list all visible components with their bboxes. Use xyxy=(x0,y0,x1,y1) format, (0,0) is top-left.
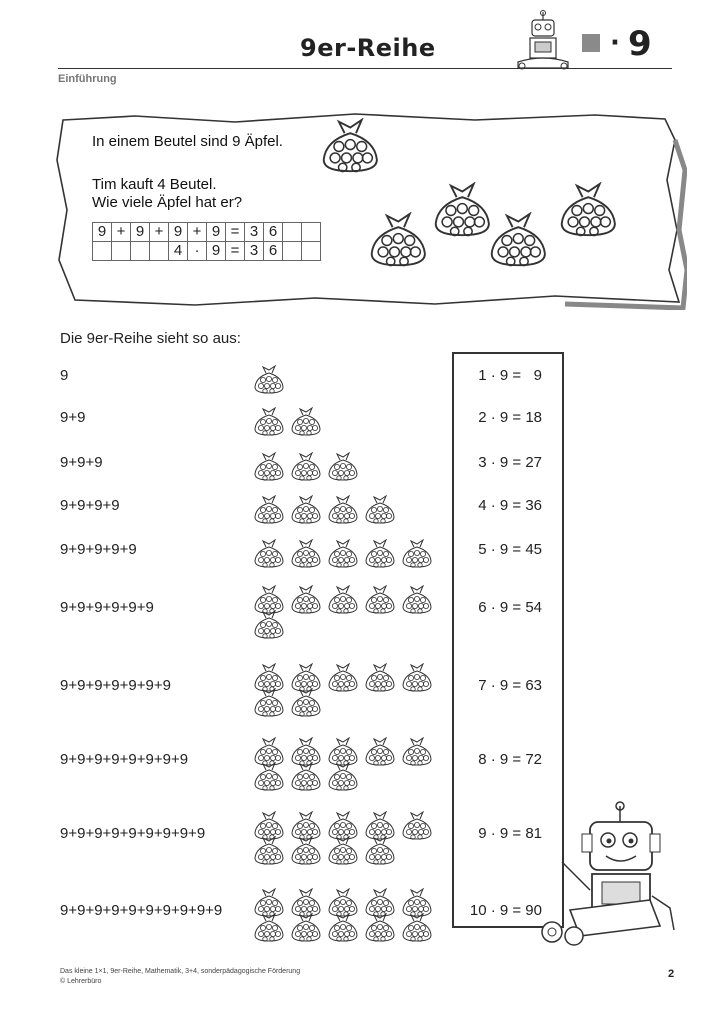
apple-bag-icon xyxy=(289,585,323,615)
apple-bag-icon xyxy=(363,495,397,525)
grid-cell xyxy=(93,242,112,261)
header-rule xyxy=(58,68,672,69)
grid-cell: + xyxy=(112,223,131,242)
apple-bag-icon xyxy=(363,539,397,569)
apple-bag-icon xyxy=(326,762,360,792)
apple-bag-icon xyxy=(326,836,360,866)
apple-bag-icon xyxy=(289,452,323,482)
grid-cell xyxy=(283,242,302,261)
row-result: 6 · 9 = 54 xyxy=(478,599,542,616)
grid-cell: 6 xyxy=(264,242,283,261)
grid-cell: 6 xyxy=(264,223,283,242)
row-expression: 9+9+9 xyxy=(60,454,103,471)
robot-header-icon xyxy=(508,10,578,72)
row-expression: 9+9+9+9+9 xyxy=(60,541,137,558)
intro-line-3: Wie viele Äpfel hat er? xyxy=(92,194,243,211)
apple-bag-icon xyxy=(400,663,434,693)
apple-bag-icon xyxy=(289,539,323,569)
apple-bag-icon xyxy=(400,585,434,615)
gray-square-icon xyxy=(582,34,600,52)
intro-line-1: In einem Beutel sind 9 Äpfel. xyxy=(92,133,283,150)
apple-bag-icon xyxy=(400,539,434,569)
footer-copyright: © Lehrerbüro xyxy=(60,978,102,985)
grid-row-addition xyxy=(93,223,321,242)
apple-bag-icon xyxy=(252,836,286,866)
apple-bag-icon xyxy=(252,913,286,943)
robot-illustration-icon xyxy=(530,800,680,950)
row-expression: 9+9+9+9+9+9+9+9+9 xyxy=(60,825,206,842)
grid-cell: · xyxy=(188,242,207,261)
apple-bag-icon xyxy=(318,118,383,175)
apple-bag-icon xyxy=(326,585,360,615)
apple-bag-icon xyxy=(252,610,286,640)
row-result: 8 · 9 = 72 xyxy=(478,751,542,768)
grid-cell: + xyxy=(150,223,169,242)
row-expression: 9+9+9+9+9+9 xyxy=(60,599,154,616)
grid-cell: 4 xyxy=(169,242,188,261)
grid-cell xyxy=(302,242,321,261)
row-result: 9 · 9 = 81 xyxy=(478,825,542,842)
apple-bag-icon xyxy=(363,913,397,943)
row-result: 2 · 9 = 18 xyxy=(478,409,542,426)
section-subtitle: Einführung xyxy=(58,73,117,85)
apple-bag-icon xyxy=(556,182,621,239)
page-title: 9er-Reihe xyxy=(300,34,436,62)
apple-bag-icon xyxy=(400,811,434,841)
apple-bag-icon xyxy=(252,452,286,482)
apple-bag-icon xyxy=(289,836,323,866)
row-result: 1 · 9 = 9 xyxy=(478,367,542,384)
apple-bag-icon xyxy=(252,762,286,792)
apple-bag-icon xyxy=(289,688,323,718)
calculation-grid xyxy=(92,222,321,261)
grid-cell: = xyxy=(226,223,245,242)
grid-cell: = xyxy=(226,242,245,261)
apple-bag-icon xyxy=(400,913,434,943)
grid-cell xyxy=(283,223,302,242)
apple-bag-icon xyxy=(326,452,360,482)
row-expression: 9+9+9+9+9+9+9+9 xyxy=(60,751,189,768)
apple-bag-icon xyxy=(252,365,286,395)
apple-bag-icon xyxy=(363,737,397,767)
grid-cell: 3 xyxy=(245,242,264,261)
apple-bag-icon xyxy=(326,663,360,693)
grid-cell: 9 xyxy=(131,223,150,242)
section-label: Die 9er-Reihe sieht so aus: xyxy=(60,330,241,347)
table-number: 9 xyxy=(628,24,652,64)
row-result: 10 · 9 = 90 xyxy=(469,902,542,919)
row-result: 5 · 9 = 45 xyxy=(478,541,542,558)
apple-bag-icon xyxy=(289,407,323,437)
row-expression: 9+9+9+9+9+9+9 xyxy=(60,677,171,694)
grid-cell: 9 xyxy=(207,242,226,261)
apple-bag-icon xyxy=(252,495,286,525)
grid-row-multiplication xyxy=(93,242,321,261)
row-expression: 9+9+9+9 xyxy=(60,497,120,514)
grid-cell xyxy=(112,242,131,261)
apple-bag-icon xyxy=(366,212,431,269)
row-result: 3 · 9 = 27 xyxy=(478,454,542,471)
row-expression: 9 xyxy=(60,367,69,384)
row-expression: 9+9 xyxy=(60,409,86,426)
grid-cell xyxy=(302,223,321,242)
apple-bag-icon xyxy=(326,539,360,569)
apple-bag-icon xyxy=(326,913,360,943)
row-expression: 9+9+9+9+9+9+9+9+9+9 xyxy=(60,902,223,919)
apple-bag-icon xyxy=(430,182,495,239)
grid-cell: 9 xyxy=(207,223,226,242)
apple-bag-icon xyxy=(363,663,397,693)
apple-bag-icon xyxy=(289,495,323,525)
apple-bag-icon xyxy=(363,585,397,615)
grid-cell xyxy=(150,242,169,261)
apple-bag-icon xyxy=(252,407,286,437)
apple-bag-icon xyxy=(252,539,286,569)
times-dot: · xyxy=(610,28,620,58)
row-result: 4 · 9 = 36 xyxy=(478,497,542,514)
footer-source: Das kleine 1×1, 9er-Reihe, Mathematik, 3+4, sonderpädagogische Förderung xyxy=(60,968,301,975)
apple-bag-icon xyxy=(252,688,286,718)
apple-bag-icon xyxy=(400,737,434,767)
grid-cell: 3 xyxy=(245,223,264,242)
page-number: 2 xyxy=(668,968,675,980)
apple-bag-icon xyxy=(486,212,551,269)
grid-cell xyxy=(131,242,150,261)
apple-bag-icon xyxy=(289,762,323,792)
apple-bag-icon xyxy=(363,836,397,866)
grid-cell: 9 xyxy=(93,223,112,242)
apple-bag-icon xyxy=(326,495,360,525)
grid-cell: 9 xyxy=(169,223,188,242)
grid-cell: + xyxy=(188,223,207,242)
apple-bag-icon xyxy=(289,913,323,943)
row-result: 7 · 9 = 63 xyxy=(478,677,542,694)
intro-line-2: Tim kauft 4 Beutel. xyxy=(92,176,217,193)
